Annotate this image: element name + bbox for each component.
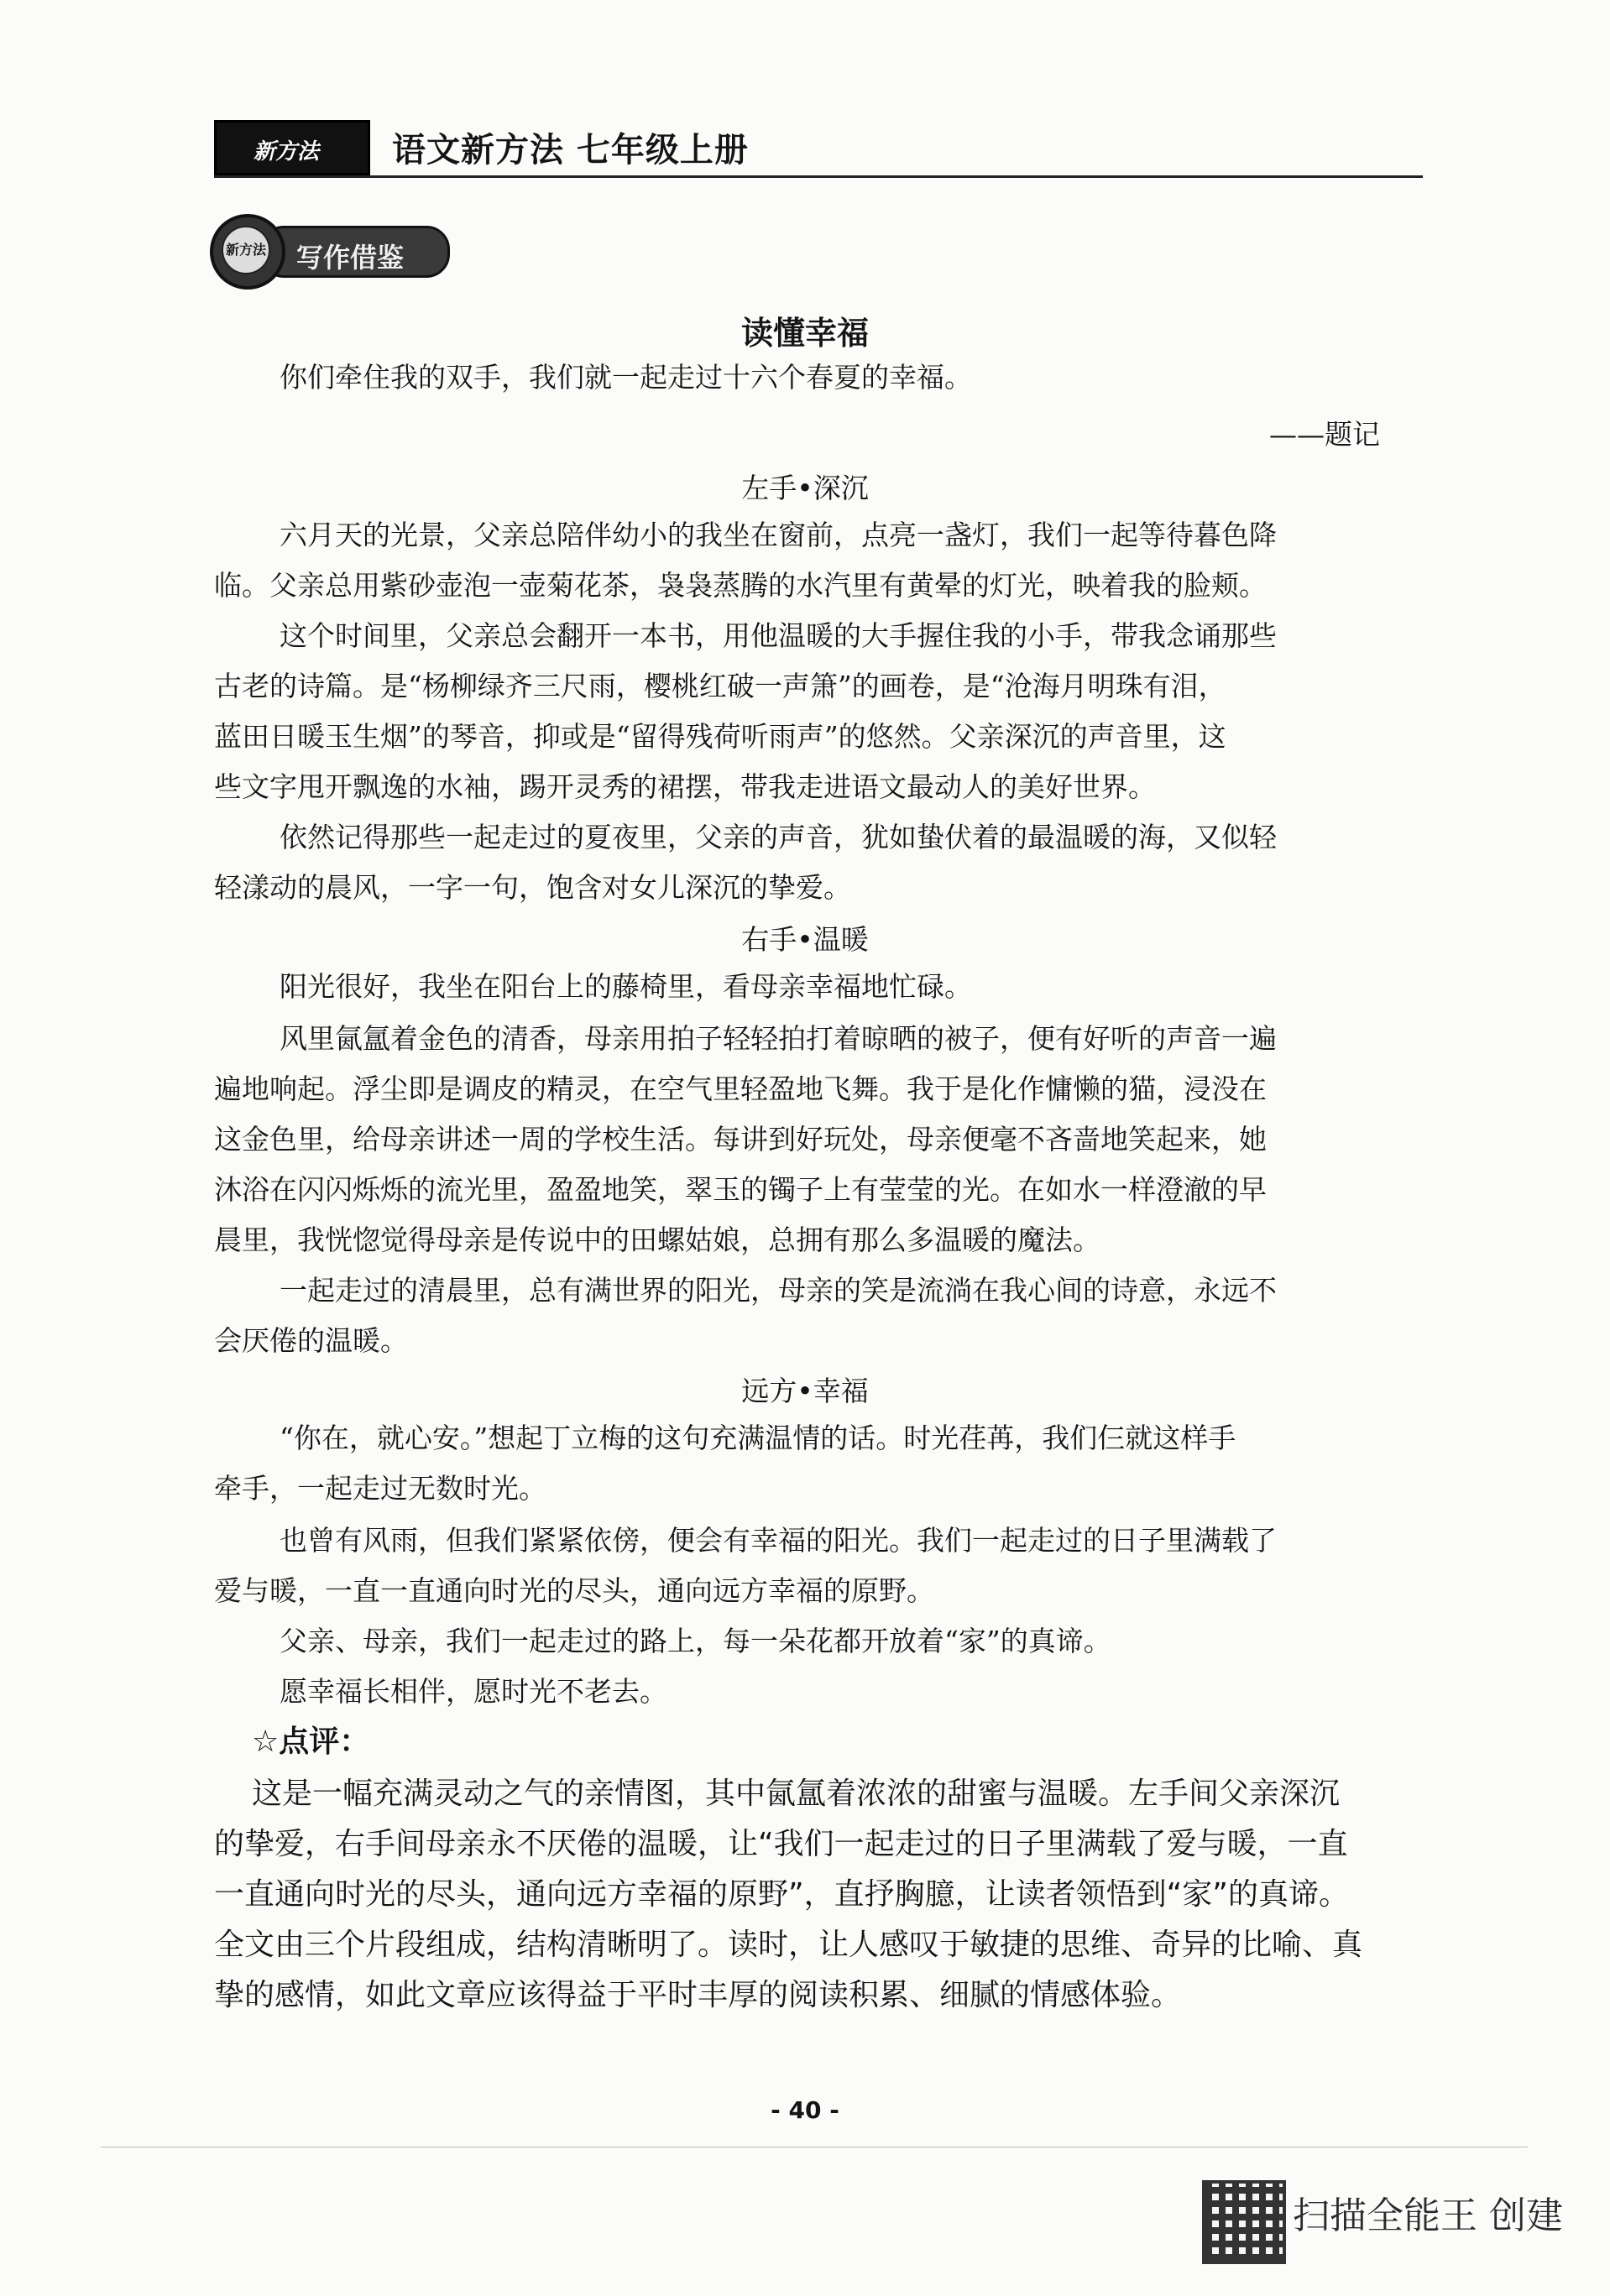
epigraph: 你们牵住我的双手，我们就一起走过十六个春夏的幸福。 [280, 361, 972, 394]
paragraph-line: 晨里，我恍惚觉得母亲是传说中的田螺姑娘，总拥有那么多温暖的魔法。 [214, 1224, 1100, 1256]
paragraph-line: 遍地响起。浮尘即是调皮的精灵，在空气里轻盈地飞舞。我于是化作慵懒的猫，浸没在 [214, 1072, 1267, 1105]
review-line: 全文由三个片段组成，结构清晰明了。读时，让人感叹于敏捷的思维、奇异的比喻、真 [214, 1928, 1363, 1962]
page-number: - 40 - [771, 2096, 839, 2124]
publisher-logo [214, 120, 370, 175]
paragraph-line: 一起走过的清晨里，总有满世界的阳光，母亲的笑是流淌在我心间的诗意，永远不 [280, 1274, 1277, 1307]
paragraph-line: 古老的诗篇。是“杨柳绿齐三尺雨，樱桃红破一声箫”的画卷，是“沧海月明珠有泪， [214, 670, 1226, 702]
essay-title: 读懂幸福 [740, 315, 869, 352]
paragraph-line: 风里氤氲着金色的清香，母亲用拍子轻轻拍打着晾晒的被子，便有好听的声音一遍 [280, 1022, 1277, 1055]
badge-pill [260, 226, 450, 278]
paragraph-line: 沐浴在闪闪烁烁的流光里，盈盈地笑，翠玉的镯子上有莹莹的光。在如水一样澄澈的早 [214, 1173, 1267, 1206]
paragraph-line: 轻漾动的晨风，一字一句，饱含对女儿深沉的挚爱。 [214, 871, 851, 904]
review-line: 这是一幅充满灵动之气的亲情图，其中氤氲着浓浓的甜蜜与温暖。左手间父亲深沉 [252, 1777, 1341, 1811]
review-line: 挚的感情，如此文章应该得益于平时丰厚的阅读积累、细腻的情感体验。 [214, 1978, 1182, 2012]
section-badge [210, 214, 453, 286]
paragraph-line: 依然记得那些一起走过的夏夜里，父亲的声音，犹如蛰伏着的最温暖的海，又似轻 [280, 821, 1277, 853]
badge-emblem-icon [210, 214, 285, 290]
part1-heading: 左手•深沉 [741, 472, 869, 504]
badge-emblem-text: 新方法 [222, 226, 270, 274]
part3-heading: 远方•幸福 [741, 1375, 869, 1407]
paragraph-line: 临。父亲总用紫砂壶泡一壶菊花茶，袅袅蒸腾的水汽里有黄晕的灯光，映着我的脸颊。 [214, 569, 1267, 602]
logo-text: 新方法 [254, 139, 320, 164]
paragraph-line: 也曾有风雨，但我们紧紧依傍，便会有幸福的阳光。我们一起走过的日子里满载了 [280, 1524, 1277, 1557]
paragraph-line: 阳光很好，我坐在阳台上的藤椅里，看母亲幸福地忙碌。 [280, 970, 972, 1003]
paragraph-line: 六月天的光景，父亲总陪伴幼小的我坐在窗前，点亮一盏灯，我们一起等待暮色降 [280, 519, 1277, 551]
paragraph-line: 这个时间里，父亲总会翻开一本书，用他温暖的大手握住我的小手，带我念诵那些 [280, 619, 1277, 652]
paragraph-line: 些文字甩开飘逸的水袖，踢开灵秀的裙摆，带我走进语文最动人的美好世界。 [214, 770, 1156, 803]
part2-heading: 右手•温暖 [741, 923, 869, 956]
section-label: 写作借鉴 [296, 242, 405, 274]
review-line: 一直通向时光的尽头，通向远方幸福的原野”，直抒胸臆，让读者领悟到“家”的真谛。 [214, 1877, 1349, 1912]
header-divider [214, 175, 1423, 178]
paragraph-line: 这金色里，给母亲讲述一周的学校生活。每讲到好玩处，母亲便毫不吝啬地笑起来，她 [214, 1123, 1267, 1156]
review-label: ☆点评： [252, 1725, 370, 1759]
review-line: 的挚爱，右手间母亲永不厌倦的温暖，让“我们一起走过的日子里满载了爱与暖，一直 [214, 1827, 1348, 1861]
qr-code-icon [1202, 2180, 1286, 2264]
book-title: 语文新方法 七年级上册 [392, 131, 749, 170]
paragraph-line: 爱与暖，一直一直通向时光的尽头，通向远方幸福的原野。 [214, 1574, 934, 1607]
paragraph-line: “你在，就心安。”想起丁立梅的这句充满温情的话。时光荏苒，我们仨就这样手 [280, 1422, 1236, 1454]
scanner-watermark: 扫描全能王 创建 [1293, 2194, 1563, 2237]
paragraph-line: 愿幸福长相伴，愿时光不老去。 [280, 1675, 667, 1708]
page-header [214, 105, 1423, 185]
epigraph-source: ——题记 [1269, 418, 1380, 451]
paragraph-line: 蓝田日暖玉生烟”的琴音，抑或是“留得残荷听雨声”的悠然。父亲深沉的声音里，这 [214, 720, 1226, 753]
paragraph-line: 牵手，一起走过无数时光。 [214, 1472, 546, 1505]
paragraph-line: 父亲、母亲，我们一起走过的路上，每一朵花都开放着“家”的真谛。 [280, 1625, 1111, 1657]
paragraph-line: 会厌倦的温暖。 [214, 1324, 408, 1357]
